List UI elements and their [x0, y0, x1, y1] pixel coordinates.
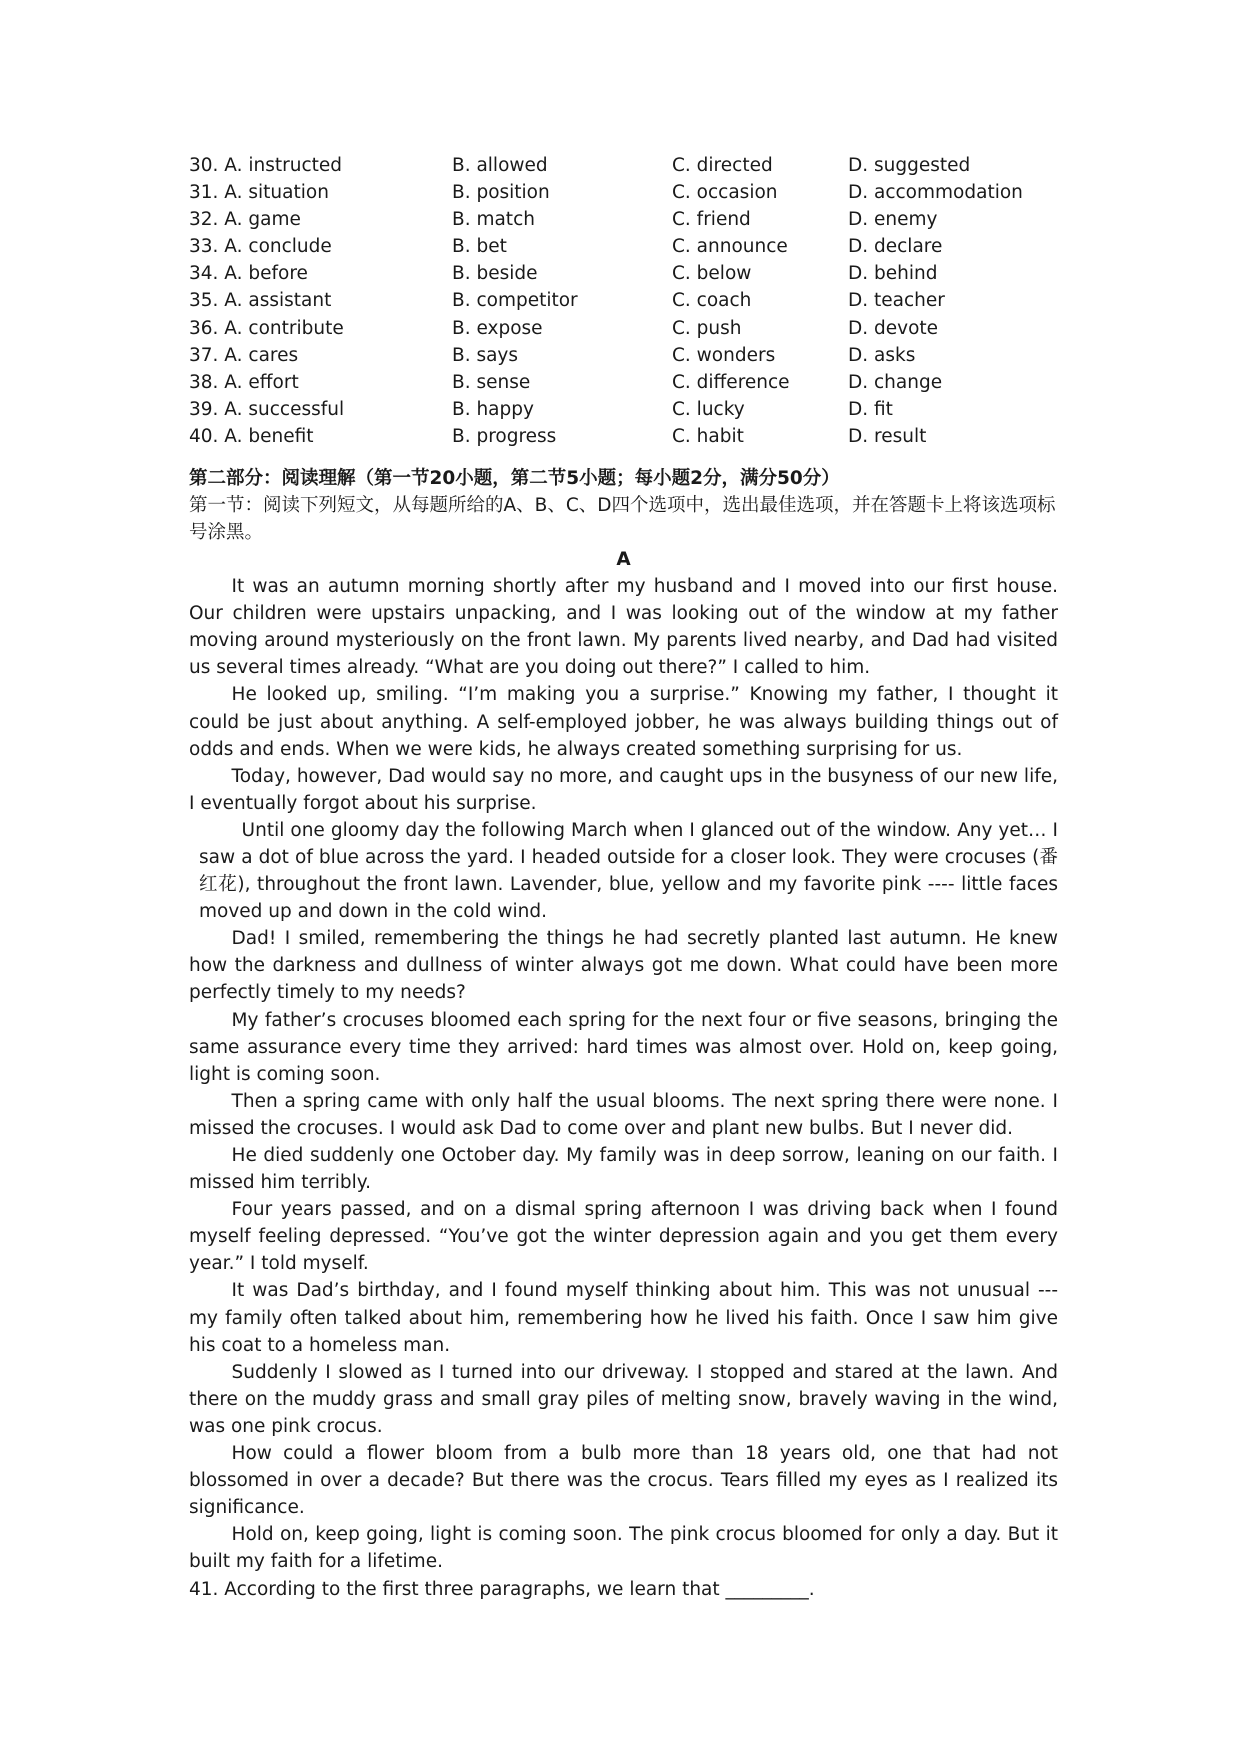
option-c: C. habit	[672, 425, 744, 447]
option-a: 37. A. cares	[189, 344, 299, 366]
answer-options-list	[189, 152, 1058, 450]
passage-paragraph: How could a flower bloom from a bulb more than 18 years old, one that had not blossomed in over a decade? But there was the crocus. Tears filled my eyes as I realized its significance.	[189, 1443, 1058, 1519]
option-b: B. says	[452, 344, 519, 366]
option-c: C. below	[672, 263, 752, 285]
option-c: C. occasion	[672, 182, 778, 204]
passage-paragraph: It was Dad’s birthday, and I found myself thinking about him. This was not unusual --- my family often talked about him, remembering how he lived his faith. Once I saw him give his coat to a homeless man.	[189, 1280, 1058, 1356]
passage-paragraph: My father’s crocuses bloomed each spring for the next four or five seasons, bringing the same assurance every time they arrived: hard times was almost over. Hold on, keep going, light is coming soon.	[189, 1009, 1058, 1085]
option-c: C. lucky	[672, 398, 745, 420]
option-c: C. difference	[672, 371, 790, 393]
option-c: C. friend	[672, 209, 751, 231]
option-row	[189, 396, 1058, 423]
option-b: B. expose	[452, 317, 543, 339]
option-b: B. allowed	[452, 155, 548, 176]
option-a: 32. A. game	[189, 209, 301, 231]
option-b: B. progress	[452, 425, 557, 447]
option-b: B. beside	[452, 263, 538, 285]
option-a: 30. A. instructed	[189, 155, 343, 176]
passage-paragraph: Four years passed, and on a dismal spring afternoon I was driving back when I found myself feeling depressed. “You’ve got the winter depression again and you get them every year.” I told myself.	[189, 1199, 1058, 1275]
section-instructions: 第一节：阅读下列短文，从每题所给的A、B、C、D四个选项中，选出最佳选项，并在答题卡上将该选项标号涂黑。	[189, 495, 1056, 544]
option-row	[189, 179, 1058, 206]
option-a: 36. A. contribute	[189, 317, 344, 339]
passage-paragraph: He died suddenly one October day. My family was in deep sorrow, leaning on our faith. I missed him terribly.	[189, 1145, 1058, 1194]
option-a: 39. A. successful	[189, 398, 345, 420]
option-c: C. wonders	[672, 344, 776, 366]
option-row	[189, 260, 1058, 287]
option-d: D. result	[848, 425, 927, 447]
option-d: D. behind	[848, 263, 938, 285]
option-c: C. coach	[672, 290, 752, 312]
option-d: D. teacher	[848, 290, 945, 312]
option-b: B. bet	[452, 236, 507, 258]
option-d: D. change	[848, 371, 943, 393]
passage-paragraph: He looked up, smiling. “I’m making you a surprise.” Knowing my father, I thought it could be just about anything. A self-employed jobber, he was always building things out of odds and ends. When we were kids, he always created something surprising for us.	[189, 684, 1058, 760]
option-d: D. enemy	[848, 209, 938, 231]
option-d: D. devote	[848, 317, 939, 339]
option-b: B. position	[452, 182, 550, 204]
option-d: D. asks	[848, 344, 916, 366]
passage-body	[189, 573, 1058, 1575]
option-c: C. announce	[672, 236, 788, 258]
option-b: B. happy	[452, 398, 534, 420]
option-row	[189, 206, 1058, 233]
passage-paragraph: Dad! I smiled, remembering the things he had secretly planted last autumn. He knew how the darkness and dullness of winter always got me down. What could have been more perfectly timely to my needs?	[189, 928, 1058, 1004]
option-row	[189, 233, 1058, 260]
option-b: B. competitor	[452, 290, 578, 312]
passage-paragraph: Until one gloomy day the following March when I glanced out of the window. Any yet… I saw a dot of blue across the yard. I headed outside for a closer look. They were crocuses (番红花), throughout the front lawn. Lavender, blue, yellow and my favorite pink ---- little faces moved up and down in the cold wind.	[199, 819, 1058, 923]
option-row	[189, 423, 1058, 450]
passage-paragraph: Suddenly I slowed as I turned into our driveway. I stopped and stared at the lawn. And there on the muddy grass and small gray piles of melting snow, bravely waving in the wind, was one pink crocus.	[189, 1361, 1058, 1437]
option-a: 40. A. benefit	[189, 425, 314, 447]
option-row	[189, 315, 1058, 342]
option-b: B. sense	[452, 371, 531, 393]
option-d: D. suggested	[848, 155, 971, 176]
page-content	[189, 152, 1058, 1603]
option-c: C. push	[672, 317, 742, 339]
passage-label: A	[616, 549, 631, 571]
passage-paragraph: It was an autumn morning shortly after my husband and I moved into our first house. Our children were upstairs unpacking, and I was looking out of the window at my father moving around mysteriously on the front lawn. My parents lived nearby, and Dad had visited us several times already. “What are you doing out there?” I called to him.	[189, 576, 1058, 679]
option-row	[189, 152, 1058, 179]
option-row	[189, 287, 1058, 314]
option-b: B. match	[452, 209, 535, 231]
section-heading: 第二部分：阅读理解（第一节20小题，第二节5小题；每小题2分，满分50分）	[189, 468, 840, 490]
option-row	[189, 369, 1058, 396]
option-d: D. declare	[848, 236, 943, 258]
option-a: 33. A. conclude	[189, 236, 332, 258]
passage-paragraph: Then a spring came with only half the usual blooms. The next spring there were none. I missed the crocuses. I would ask Dad to come over and plant new bulbs. But I never did.	[189, 1090, 1058, 1139]
option-d: D. accommodation	[848, 182, 1023, 204]
option-a: 34. A. before	[189, 263, 308, 285]
passage-paragraph: Today, however, Dad would say no more, and caught ups in the busyness of our new life, I eventually forgot about his surprise.	[189, 765, 1058, 814]
passage-paragraph: Hold on, keep going, light is coming soon. The pink crocus bloomed for only a day. But it built my faith for a lifetime.	[189, 1524, 1058, 1573]
option-d: D. fit	[848, 398, 893, 420]
option-a: 38. A. effort	[189, 371, 299, 393]
option-a: 31. A. situation	[189, 182, 329, 204]
question-41: 41. According to the first three paragraphs, we learn that _________.	[189, 1578, 815, 1600]
option-c: C. directed	[672, 155, 773, 176]
option-a: 35. A. assistant	[189, 290, 332, 312]
option-row	[189, 342, 1058, 369]
